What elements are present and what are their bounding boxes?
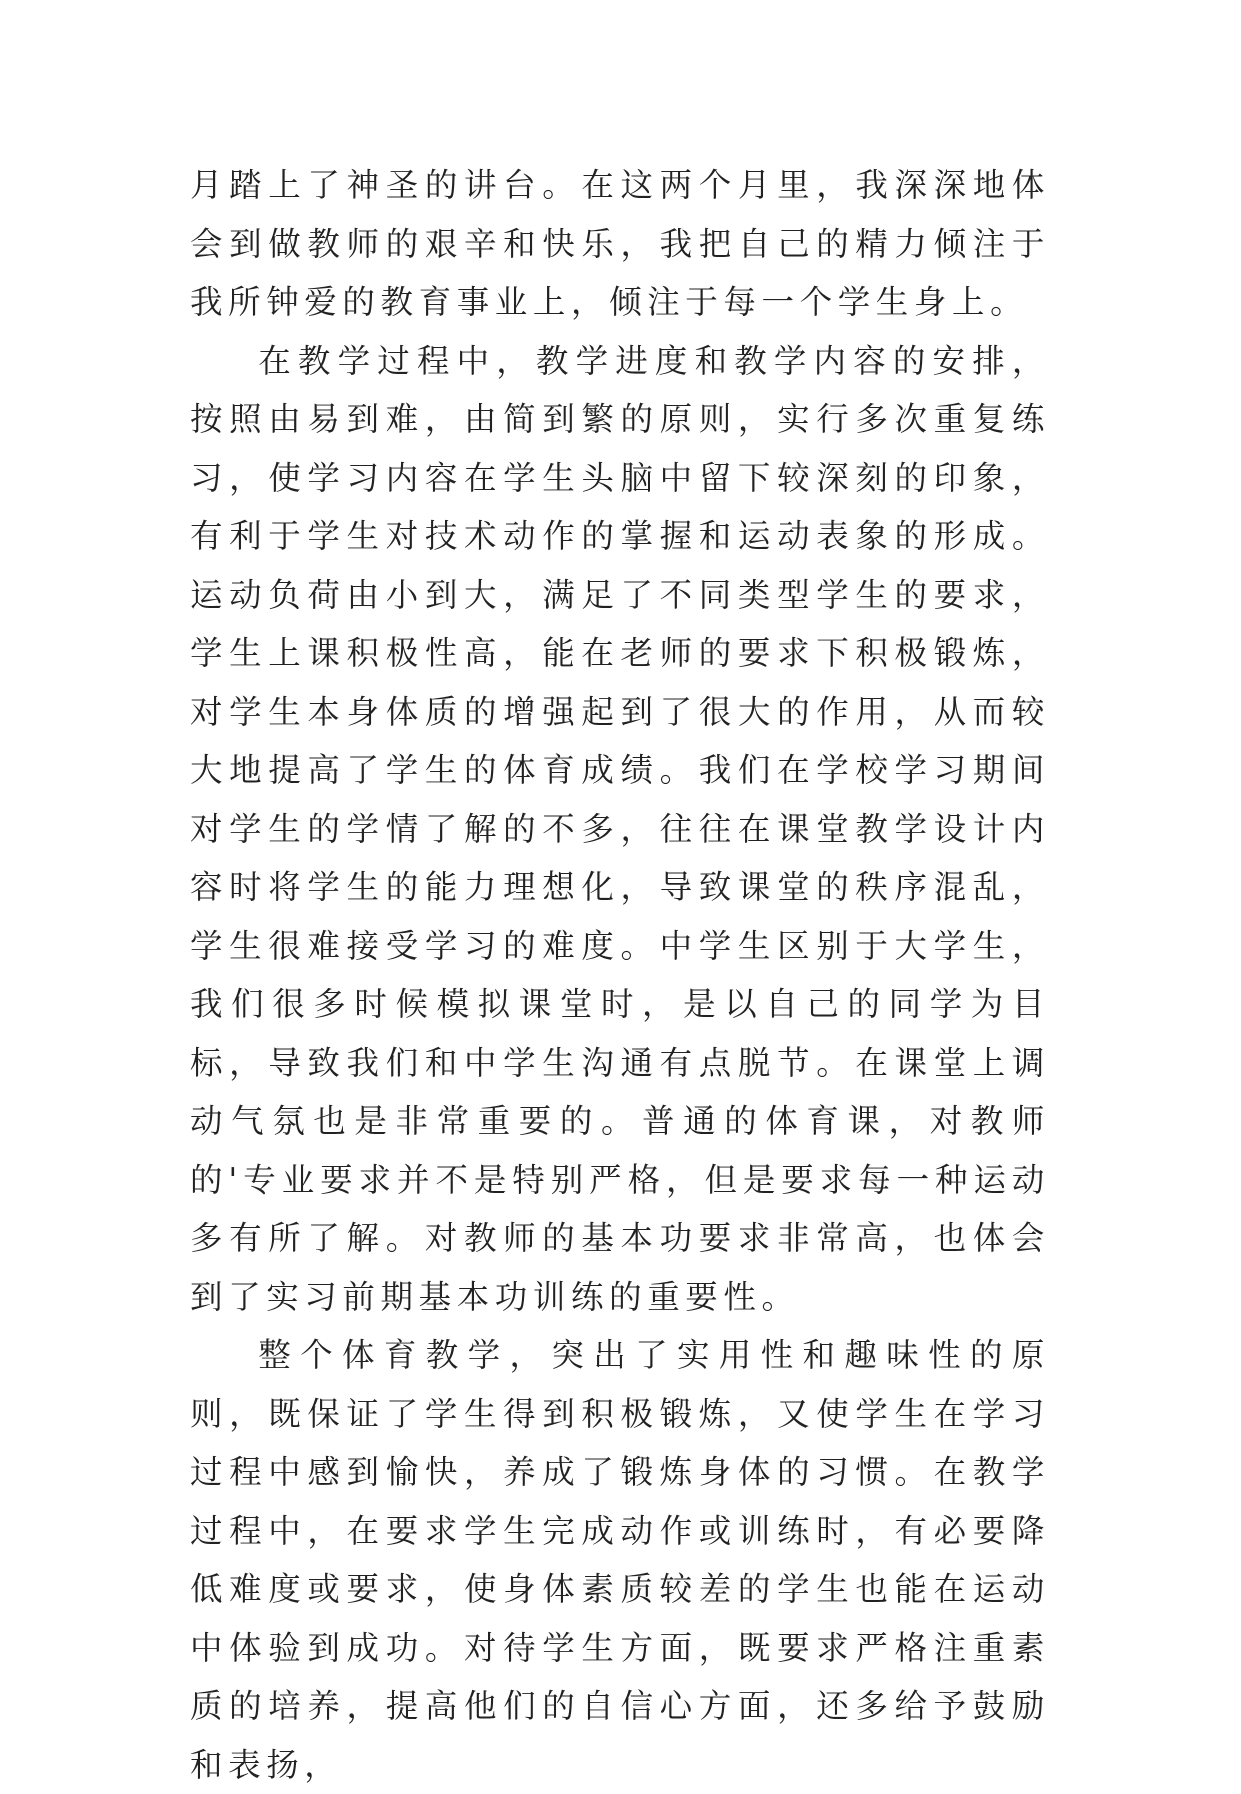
body-text [190,156,1050,1794]
paragraph-teaching-process: 在教学过程中，教学进度和教学内容的安排，按照由易到难，由简到繁的原则，实行多次重复练习，使学习内容在学生头脑中留下较深刻的印象，有利于学生对技术动作的掌握和运动表象的形成。运动负荷由小到大，满足了不同类型学生的要求，学生上课积极性高，能在老师的要求下积极锻炼，对学生本身体质的增强起到了很大的作用，从而较大地提高了学生的体育成绩。我们在学校学习期间对学生的学情了解的不多，往往在课堂教学设计内容时将学生的能力理想化，导致课堂的秩序混乱，学生很难接受学习的难度。中学生区别于大学生，我们很多时候模拟课堂时，是以自己的同学为目标，导致我们和中学生沟通有点脱节。在课堂上调动气氛也是非常重要的。普通的体育课，对教师的'专业要求并不是特别严格，但是要求每一种运动多有所了解。对教师的基本功要求非常高，也体会到了实习前期基本功训练的重要性。 [190,341,1050,1316]
paragraph-pe-teaching: 整个体育教学，突出了实用性和趣味性的原则，既保证了学生得到积极锻炼，又使学生在学习过程中感到愉快，养成了锻炼身体的习惯。在教学过程中，在要求学生完成动作或训练时，有必要降低难度或要求，使身体素质较差的学生也能在运动中体验到成功。对待学生方面，既要求严格注重素质的培养，提高他们的自信心方面，还多给予鼓励和表扬， [190,1336,1050,1784]
paragraph-continuation: 月踏上了神圣的讲台。在这两个月里，我深深地体会到做教师的艰辛和快乐，我把自己的精力倾注于我所钟爱的教育事业上，倾注于每一个学生身上。 [190,166,1050,321]
